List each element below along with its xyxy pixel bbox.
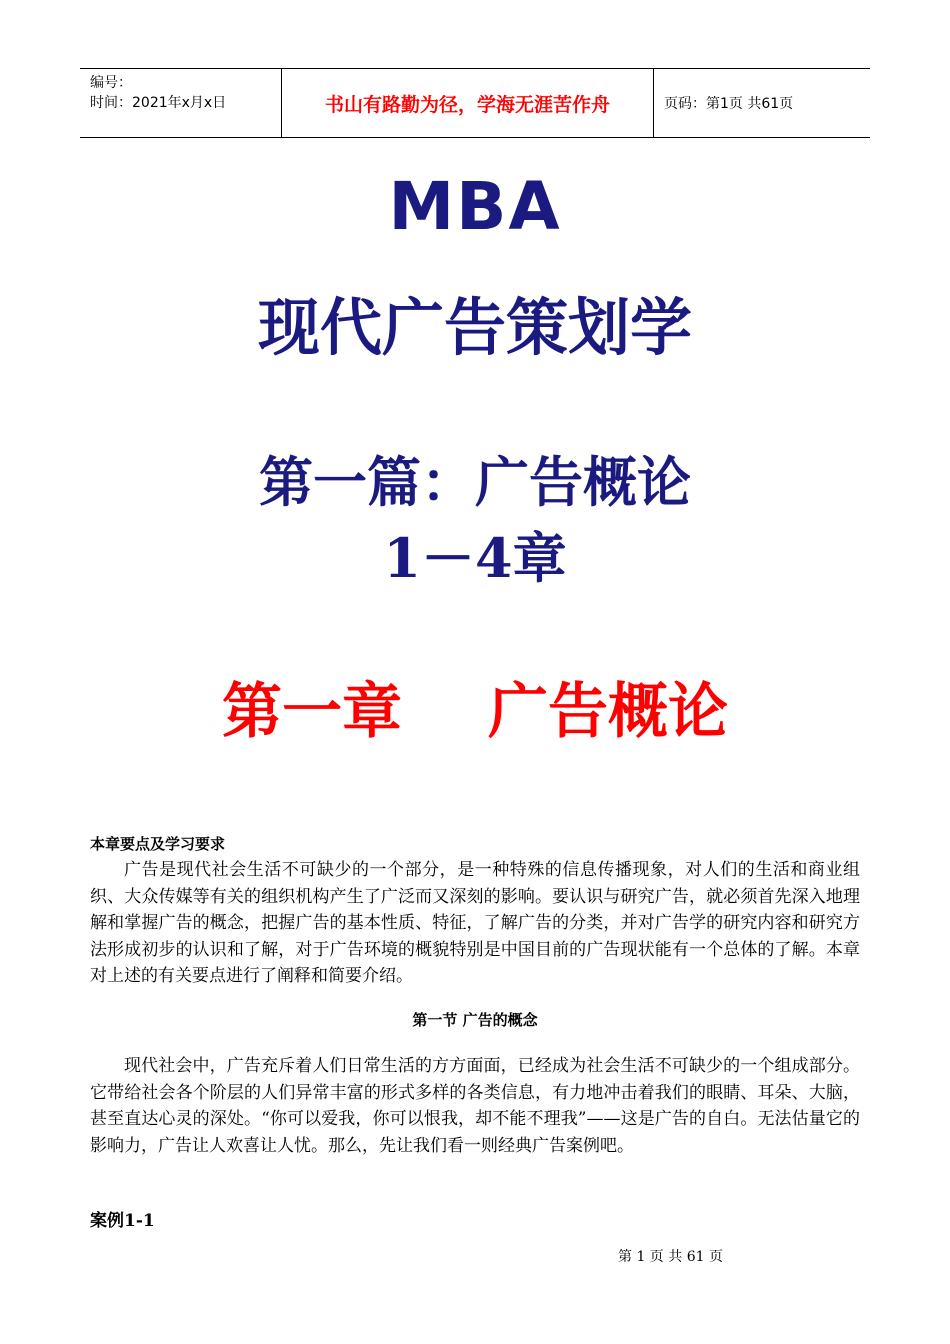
section-heading: 第一节 广告的概念 [412, 1011, 538, 1029]
title-mba: MBA [388, 168, 562, 245]
page-footer: 第 1 页 共 61 页 [618, 1249, 723, 1265]
title-chapters: 1－4章 [383, 526, 567, 590]
summary-heading: 本章要点及学习要求 [90, 835, 226, 853]
section-paragraph: 现代社会中，广告充斥着人们日常生活的方方面面，已经成为社会生活不可缺少的一个组成部分。它带给社会各个阶层的人们异常丰富的形式多样的各类信息，有力地冲击着我们的眼睛、耳朵、大脑，甚至直达心灵的深处。“你可以爱我，你可以恨我，却不能不理我”——这是广告的自白。无法估量它的影响力，广告让人欢喜让人忧。那么，先让我们看一则经典广告案例吧。 [90, 1056, 860, 1156]
header-motto: 书山有路勤为径，学海无涯苦作舟 [282, 69, 654, 137]
chapter-title [0, 664, 950, 750]
time-label: 时间：2021年x月x日 [90, 95, 227, 111]
title-main: 现代广告策划学 [257, 291, 692, 364]
case-label: 案例1-1 [90, 1211, 155, 1231]
title-part: 第一篇：广告概论 [259, 450, 691, 514]
chapter-name: 广告概论 [488, 677, 728, 747]
document-header [80, 68, 870, 138]
serial-number-label: 编号： [90, 75, 132, 91]
header-meta-cell [80, 69, 282, 137]
header-page-info: 页码：第1页 共61页 [664, 96, 794, 112]
summary-paragraph: 广告是现代社会生活不可缺少的一个部分，是一种特殊的信息传播现象，对人们的生活和商业组织、大众传媒等有关的组织机构产生了广泛而又深刻的影响。要认识与研究广告，就必须首先深入地理解和掌握广告的概念，把握广告的基本性质、特征，了解广告的分类，并对广告学的研究内容和研究方法形成初步的认识和了解，对于广告环境的概貌特别是中国目前的广告现状能有一个总体的了解。本章对上述的有关要点进行了阐释和简要介绍。 [90, 860, 860, 986]
chapter-number: 第一章 [222, 677, 402, 747]
